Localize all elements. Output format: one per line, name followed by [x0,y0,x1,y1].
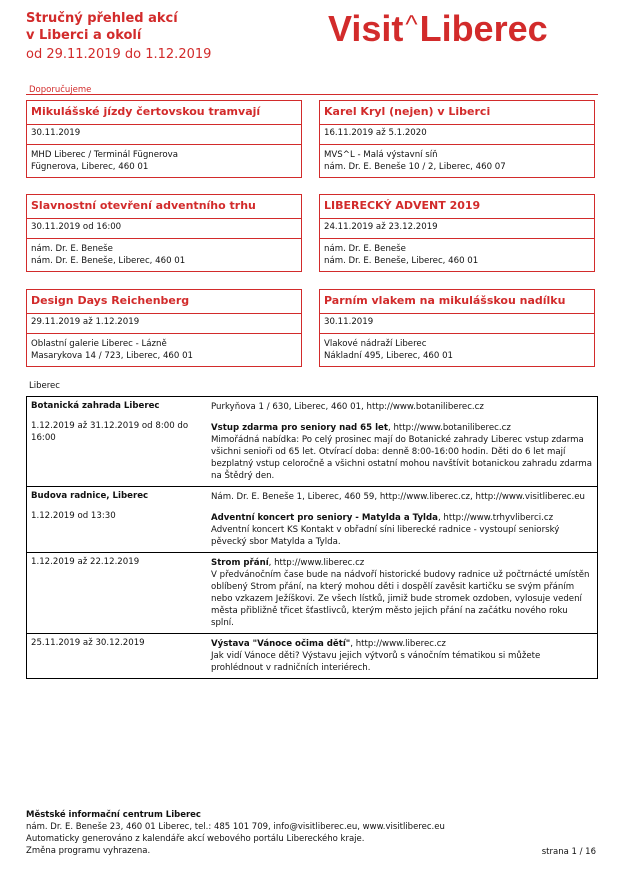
visit-liberec-logo [328,8,548,50]
event-title[interactable]: Strom přání [211,558,269,568]
table-row [27,553,597,634]
document-title [26,10,178,44]
table-row [27,487,597,553]
date-range: od 29.11.2019 do 1.12.2019 [26,47,212,62]
card-date: 30.11.2019 [320,314,594,334]
event-description: Adventní koncert KS Kontakt v obřadní síni liberecké radnice - vystoupí seniorský pěvecký sbor Matylda a Tylda. [211,525,560,547]
card-date: 29.11.2019 až 1.12.2019 [27,314,301,334]
card-date: 30.11.2019 od 16:00 [27,219,301,239]
footer-org: Městské informační centrum Liberec [26,810,201,820]
title-line-1: Stručný přehled akcí [26,11,178,26]
footer-note: Automaticky generováno z kalendáře akcí webového portálu Libereckého kraje. [26,834,365,844]
recommended-card[interactable] [26,194,302,272]
event-date: 1.12.2019 od 13:30 [31,511,116,521]
recommended-card[interactable] [26,100,302,178]
logo-visit: Visit [328,8,404,49]
card-place: nám. Dr. E. Beneše nám. Dr. E. Beneše, Liberec, 460 01 [31,244,186,266]
event-description: Mimořádná nabídka: Po celý prosinec mají do Botanické zahrady Liberec vstup zdarma všichni senioři od 65 let. Otvírací doba: denně 8:00-16:00 hodin. Děti do 6 let mají bezplatný vstup celoročně a všichni ostatní mohou navštívit botanickou zahradu zdarma na Štědrý den. [211,435,593,481]
card-title: LIBERECKÝ ADVENT 2019 [320,195,594,219]
event-url[interactable]: , http://www.liberec.cz [350,639,446,649]
card-title: Karel Kryl (nejen) v Liberci [320,101,594,125]
card-place: Oblastní galerie Liberec - Lázně Masarykova 14 / 723, Liberec, 460 01 [31,339,194,361]
card-title: Parním vlakem na mikulášskou nadílku [320,290,594,314]
recommended-card[interactable] [319,289,595,367]
event-date: 25.11.2019 až 30.12.2019 [31,638,145,648]
section-label-recommended: Doporučujeme [29,85,92,95]
event-date: 1.12.2019 až 31.12.2019 od 8:00 do 16:00 [31,421,189,443]
card-title: Design Days Reichenberg [27,290,301,314]
venue-name: Botanická zahrada Liberec [31,401,160,411]
card-date: 30.11.2019 [27,125,301,145]
page-number: strana 1 / 16 [541,847,596,857]
event-description: V předvánočním čase bude na nádvoří historické budovy radnice už počtrnácté umístěn oblíbený Strom přání, na který mohou děti i dospělí zavěsit kartičku se svým přáním nebo vzkazem Ježíškovi. Ze všech lístků, jimiž bude stromek ozdoben, vylosuje vedení města přibližně třicet šťastlivců, kterým město jejich přání na začátku nového roku splní. [211,570,590,628]
event-url[interactable]: , http://www.botaniliberec.cz [388,423,511,433]
card-title: Mikulášské jízdy čertovskou tramvají [27,101,301,125]
event-url[interactable]: , http://www.trhyvliberci.cz [437,513,554,523]
events-table [26,396,598,679]
card-place: MVS^L - Malá výstavní síň nám. Dr. E. Beneše 10 / 2, Liberec, 460 07 [324,150,506,172]
section-divider [26,94,598,95]
table-row [27,397,597,487]
recommended-card[interactable] [319,100,595,178]
card-title: Slavnostní otevření adventního trhu [27,195,301,219]
footer-note: Změna programu vyhrazena. [26,846,151,856]
recommended-card[interactable] [26,289,302,367]
event-description: Jak vidí Vánoce děti? Výstavu jejich výtvorů s vánočním tématikou si můžete prohlédnout v radničních interiérech. [211,651,541,673]
logo-liberec: Liberec [419,8,548,49]
card-date: 16.11.2019 až 5.1.2020 [320,125,594,145]
title-line-2: v Liberci a okolí [26,28,142,43]
card-place: MHD Liberec / Terminál Fügnerova Fügnerova, Liberec, 460 01 [31,150,178,172]
card-date: 24.11.2019 až 23.12.2019 [320,219,594,239]
venue-address: Purkyňova 1 / 630, Liberec, 460 01, http://www.botaniliberec.cz [211,402,484,412]
event-date: 1.12.2019 až 22.12.2019 [31,557,140,567]
card-place: nám. Dr. E. Beneše nám. Dr. E. Beneše, Liberec, 460 01 [324,244,479,266]
event-title[interactable]: Vstup zdarma pro seniory nad 65 let [211,423,388,433]
venue-name: Budova radnice, Liberec [31,491,149,501]
event-title[interactable]: Výstava "Vánoce očima dětí" [211,639,351,649]
footer-contact: nám. Dr. E. Beneše 23, 460 01 Liberec, tel.: 485 101 709, info@visitliberec.eu, www.visitliberec.eu [26,822,445,832]
recommended-card[interactable] [319,194,595,272]
venue-address: Nám. Dr. E. Beneše 1, Liberec, 460 59, http://www.liberec.cz, http://www.visitliberec.eu [211,492,585,502]
card-place: Vlakové nádraží Liberec Nákladní 495, Liberec, 460 01 [324,339,454,361]
event-title[interactable]: Adventní koncert pro seniory - Matylda a Tylda [211,513,438,523]
event-url[interactable]: , http://www.liberec.cz [268,558,365,568]
logo-caret: ^ [405,9,418,39]
section-label-liberec: Liberec [29,381,60,391]
table-row [27,634,597,678]
footer [26,809,445,857]
